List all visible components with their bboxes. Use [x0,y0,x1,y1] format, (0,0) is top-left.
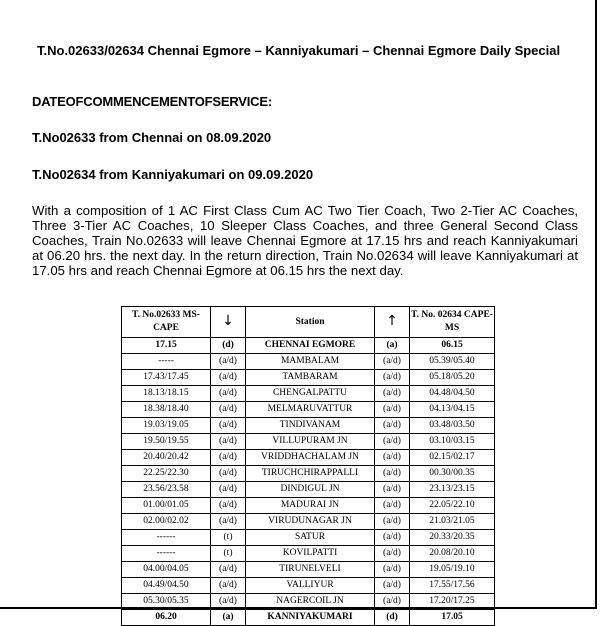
cell-02634-time: 03.48/03.50 [410,418,495,434]
table-row [122,610,495,626]
cell-02633-code: (a/d) [211,514,246,530]
cell-02633-code: (a/d) [211,498,246,514]
header-train-02634: T. No. 02634 CAPE-MS [410,307,495,338]
cell-02633-code: (a/d) [211,402,246,418]
cell-station: CHENGALPATTU [246,386,375,402]
cell-02634-code: (a/d) [375,450,410,466]
table-row [122,546,495,562]
table-row [122,450,495,466]
train-02634-start: T.No02634 from Kanniyakumari on 09.09.2020 [32,167,314,182]
cell-station: CHENNAI EGMORE [246,338,375,354]
cell-02634-time: 17.20/17.25 [410,594,495,610]
cell-02633-code: (a) [211,610,246,626]
cell-02634-code: (a/d) [375,530,410,546]
cell-02633-time: 04.00/04.05 [122,562,211,578]
cell-station: MELMARUVATTUR [246,402,375,418]
cell-02633-code: (a/d) [211,386,246,402]
cell-02633-time: 17.43/17.45 [122,370,211,386]
cell-02634-time: 23.13/23.15 [410,482,495,498]
table-row [122,514,495,530]
cell-02633-code: (a/d) [211,482,246,498]
cell-02634-code: (a/d) [375,370,410,386]
cell-02634-time: 04.13/04.15 [410,402,495,418]
cell-station: TAMBARAM [246,370,375,386]
cell-02633-time: ------ [122,546,211,562]
cell-02634-code: (a/d) [375,562,410,578]
cell-02633-code: (a/d) [211,354,246,370]
table-row [122,338,495,354]
table-row [122,466,495,482]
cell-02634-time: 20.08/20.10 [410,546,495,562]
cell-02633-time: 02.00/02.02 [122,514,211,530]
cell-station: TIRUNELVELI [246,562,375,578]
cell-station: SATUR [246,530,375,546]
down-arrow-glyph: ↓ [222,312,234,329]
cell-02633-time: ------ [122,530,211,546]
cell-02633-time: 06.20 [122,610,211,626]
cell-02633-time: 18.38/18.40 [122,402,211,418]
cell-02633-code: (a/d) [211,370,246,386]
cell-02634-code: (a/d) [375,434,410,450]
table-row [122,482,495,498]
table-row [122,530,495,546]
cell-02633-time: 22.25/22.30 [122,466,211,482]
cell-02634-time: 05.39/05.40 [410,354,495,370]
cell-02634-code: (a/d) [375,402,410,418]
table-row [122,498,495,514]
cell-station: VRIDDHACHALAM JN [246,450,375,466]
cell-02634-time: 04.48/04.50 [410,386,495,402]
cell-02634-time: 05.18/05.20 [410,370,495,386]
header-train-02633: T. No.02633 MS-CAPE [122,307,211,338]
cell-station: MAMBALAM [246,354,375,370]
cell-02633-code: (a/d) [211,594,246,610]
cell-02633-time: 23.56/23.58 [122,482,211,498]
cell-02634-code: (a/d) [375,578,410,594]
cell-02634-code: (a/d) [375,514,410,530]
cell-station: TIRUCHCHIRAPPALLI [246,466,375,482]
cell-02633-time: 01.00/01.05 [122,498,211,514]
cell-02634-time: 19.05/19.10 [410,562,495,578]
table-row [122,594,495,610]
cell-02634-code: (a/d) [375,594,410,610]
table-row [122,370,495,386]
commencement-heading: DATEOFCOMMENCEMENTOFSERVICE: [32,94,272,109]
cell-02634-code: (a/d) [375,546,410,562]
train-02633-start: T.No02633 from Chennai on 08.09.2020 [32,130,272,145]
up-arrow-icon [375,307,410,338]
cell-02633-time: 19.03/19.05 [122,418,211,434]
timetable [121,306,495,626]
cell-02633-code: (a/d) [211,434,246,450]
cell-02634-time: 21.03/21.05 [410,514,495,530]
table-row [122,386,495,402]
cell-02633-code: (a/d) [211,578,246,594]
document-title: T.No.02633/02634 Chennai Egmore – Kanniyakumari – Chennai Egmore Daily Special [37,43,561,58]
cell-02633-time: 05.30/05.35 [122,594,211,610]
cell-02633-time: 04.49/04.50 [122,578,211,594]
cell-station: DINDIGUL JN [246,482,375,498]
cell-02634-time: 00.30/00.35 [410,466,495,482]
cell-02634-time: 22.05/22.10 [410,498,495,514]
cell-02634-code: (a/d) [375,498,410,514]
cell-02634-time: 17.55/17.56 [410,578,495,594]
description-paragraph: With a composition of 1 AC First Class Cum AC Two Tier Coach, Two 2-Tier AC Coaches, Three 3-Tier AC Coaches, 10 Sleeper Class Coaches, and three General Second Class Coaches, Train No.02633 will leave Chennai Egmore at 17.15 hrs and reach Kanniyakumari at 06.20 hrs. the next day. In the return direction, Train No.02634 will leave Kanniyakumari at 17.05 hrs and reach Chennai Egmore at 06.15 hrs the next day. [32,203,578,278]
cell-station: KANNIYAKUMARI [246,610,375,626]
cell-station: KOVILPATTI [246,546,375,562]
cell-station: TINDIVANAM [246,418,375,434]
cell-station: MADURAI JN [246,498,375,514]
down-arrow-icon [211,307,246,338]
cell-02633-code: (a/d) [211,562,246,578]
cell-02634-code: (a/d) [375,482,410,498]
table-row [122,354,495,370]
header-station: Station [246,307,375,338]
cell-02634-code: (a/d) [375,466,410,482]
table-row [122,418,495,434]
cell-02634-time: 02.15/02.17 [410,450,495,466]
up-arrow-glyph: ↑ [386,312,398,329]
cell-02633-code: (a/d) [211,466,246,482]
cell-02633-code: (a/d) [211,450,246,466]
cell-02634-time: 17.05 [410,610,495,626]
cell-02633-time: 18.13/18.15 [122,386,211,402]
cell-station: VALLIYUR [246,578,375,594]
cell-02634-code: (a/d) [375,418,410,434]
cell-02633-code: (a/d) [211,418,246,434]
cell-02633-time: 20.40/20.42 [122,450,211,466]
cell-02633-code: (d) [211,338,246,354]
cell-02634-code: (a/d) [375,386,410,402]
table-row [122,434,495,450]
cell-station: VIRUDUNAGAR JN [246,514,375,530]
cell-02634-code: (d) [375,610,410,626]
cell-02634-time: 20.33/20.35 [410,530,495,546]
cell-02633-code: (t) [211,530,246,546]
timetable-header-row [122,307,495,338]
cell-02633-time: ----- [122,354,211,370]
cell-02633-time: 19.50/19.55 [122,434,211,450]
cell-02634-code: (a) [375,338,410,354]
cell-02634-code: (a/d) [375,354,410,370]
cell-02634-time: 03.10/03.15 [410,434,495,450]
cell-02634-time: 06.15 [410,338,495,354]
cell-station: NAGERCOIL JN [246,594,375,610]
cell-02633-time: 17.15 [122,338,211,354]
cell-station: VILLUPURAM JN [246,434,375,450]
table-row [122,402,495,418]
table-row [122,562,495,578]
table-row [122,578,495,594]
cell-02633-code: (t) [211,546,246,562]
